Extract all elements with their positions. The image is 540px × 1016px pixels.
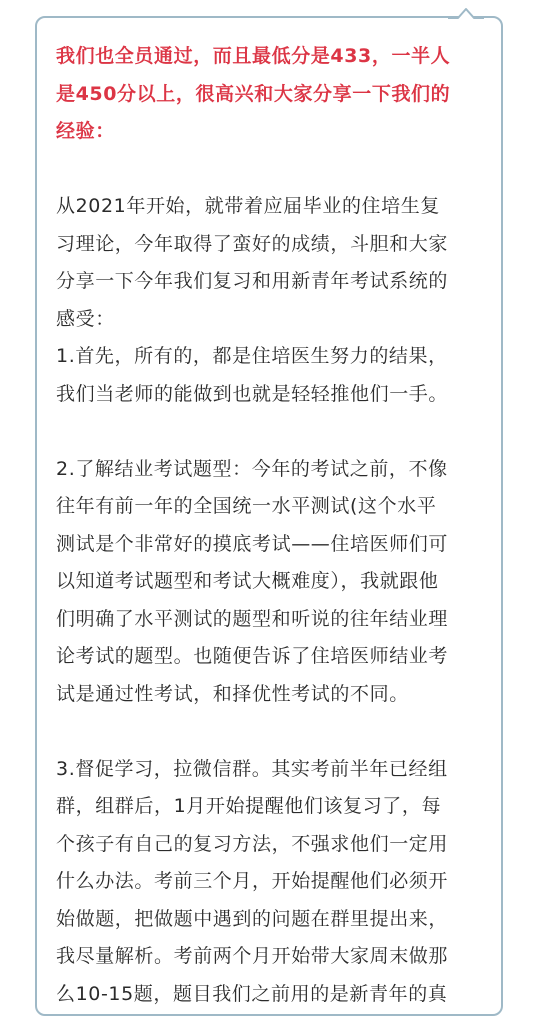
point-3: 3.督促学习，拉微信群。其实考前半年已经组 群，组群后，1月开始提醒他们该复习了，每 个孩子有自己的复习方法，不强求他们一定用 什么办法。考前三个月，开始提醒他们必须开 始做题，把做题中遇到的问题在群里提出来， 我尽量解析。考前两个月开始带大家周末做那 么10-15题，题目我们之前用的是新青年的真 [56, 757, 449, 1005]
article-intro: 从2021年开始，就带着应届毕业的住培生复 习理论，今年取得了蛮好的成绩，斗胆和大家 分享一下今年我们复习和用新青年考试系统的 感受： [56, 195, 449, 330]
paragraph-gap [56, 713, 488, 751]
card-pointer-notch [446, 4, 486, 22]
point-2: 2.了解结业考试题型：今年的考试之前，不像 往年有前一年的全国统一水平测试(这个水平 测试是个非常好的摸底考试——住培医师们可 以知道考试题型和考试大概难度），我就跟他 们明确了水平测试的题型和听说的往年结业理 论考试的题型。也随便告诉了住培医师结业考 试是通过性考试，和择优性考试的不同。 [56, 457, 449, 705]
article-headline: 我们也全员通过，而且最低分是433，一半人 是450分以上，很高兴和大家分享一下我们的 经验： [56, 45, 451, 142]
paragraph-gap [56, 413, 488, 451]
point-1: 1.首先，所有的，都是住培医生努力的结果， 我们当老师的能做到也就是轻轻推他们一手。 [56, 345, 449, 405]
article-body [56, 38, 488, 1013]
